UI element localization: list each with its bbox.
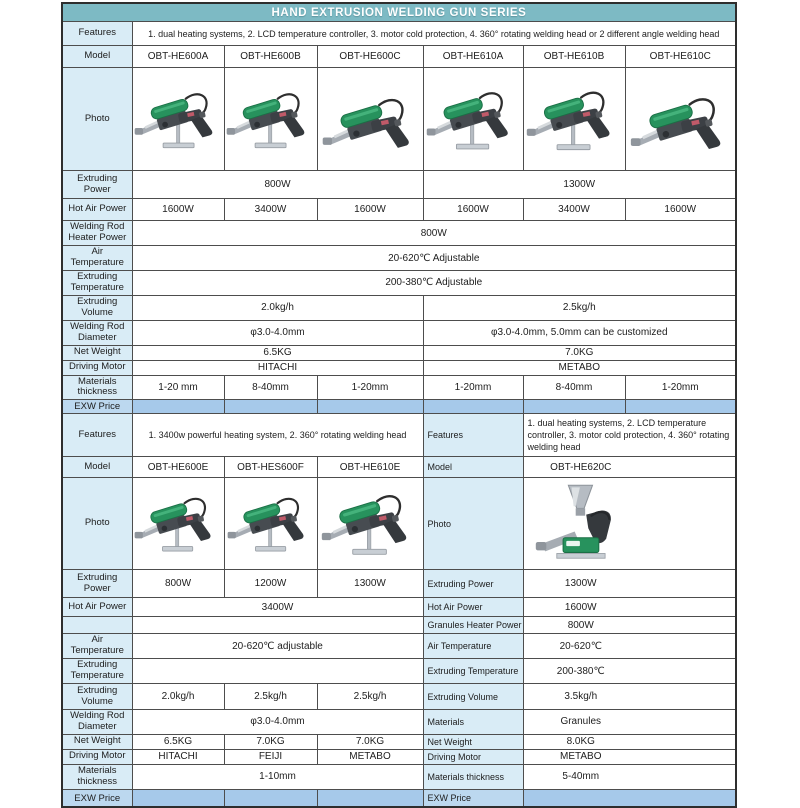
hot-air-power-row bbox=[62, 199, 736, 221]
materials-label: Materials bbox=[423, 710, 523, 735]
model-cell: OBT-HE610A bbox=[423, 46, 523, 68]
extruding-volume-label-right: Extruding Volume bbox=[423, 684, 523, 710]
extruding-temperature-label-right: Extruding Temperature bbox=[423, 659, 523, 684]
extruding-temperature-cell-right: 200-380℃ bbox=[523, 659, 736, 684]
welding-rod-heater-power-label: Welding Rod Heater Power bbox=[62, 221, 132, 246]
welding-gun-photo bbox=[525, 73, 623, 163]
product-photo bbox=[423, 68, 523, 171]
extruding-power-row bbox=[62, 171, 736, 199]
materials-thickness-label: Materials thickness bbox=[62, 764, 132, 789]
model-label: Model bbox=[62, 46, 132, 68]
product-photo bbox=[523, 68, 625, 171]
extruding-volume-cell-right: 3.5kg/h bbox=[523, 684, 736, 710]
extruding-power-cell: 800W bbox=[132, 570, 224, 598]
hot-air-power-label-right: Hot Air Power bbox=[423, 598, 523, 617]
materials-thickness-cell-right: 5-40mm bbox=[523, 764, 736, 789]
driving-motor-cell: METABO bbox=[423, 360, 736, 375]
extruding-temperature-label: Extruding Temperature bbox=[62, 271, 132, 296]
granules-heater-power-row bbox=[62, 617, 736, 634]
model-cell: OBT-HE610C bbox=[625, 46, 736, 68]
model-cell: OBT-HE600C bbox=[317, 46, 423, 68]
net-weight-label: Net Weight bbox=[62, 734, 132, 749]
air-temperature-cell-right: 20-620℃ bbox=[523, 634, 736, 659]
features-value-right: 1. dual heating systems, 2. LCD temperature controller, 3. motor cold protection, 4. 360° rotating welding head bbox=[523, 414, 736, 457]
welding-rod-diameter-cell: φ3.0-4.0mm bbox=[132, 710, 423, 735]
extruding-power-cell: 800W bbox=[132, 171, 423, 199]
net-weight-cell: 6.5KG bbox=[132, 345, 423, 360]
materials-thickness-cell: 1-20mm bbox=[423, 375, 523, 400]
extruding-power-label: Extruding Power bbox=[62, 171, 132, 199]
product-photo bbox=[625, 68, 736, 171]
welding-rod-heater-power-cell: 800W bbox=[132, 221, 736, 246]
extruding-temperature-cell: 200-380℃ Adjustable bbox=[132, 271, 736, 296]
photo-label-right: Photo bbox=[423, 478, 523, 570]
photo-label: Photo bbox=[62, 68, 132, 171]
empty-cell bbox=[132, 617, 423, 634]
air-temperature-row bbox=[62, 246, 736, 271]
welding-gun-photo bbox=[226, 480, 316, 564]
driving-motor-row-2 bbox=[62, 749, 736, 764]
materials-thickness-label: Materials thickness bbox=[62, 375, 132, 400]
exw-price-cell-right bbox=[523, 789, 736, 807]
net-weight-label-right: Net Weight bbox=[423, 734, 523, 749]
exw-price-cell bbox=[224, 789, 317, 807]
empty-cell bbox=[132, 659, 423, 684]
extruding-volume-cell: 2.5kg/h bbox=[317, 684, 423, 710]
driving-motor-label-right: Driving Motor bbox=[423, 749, 523, 764]
air-temperature-cell: 20-620℃ adjustable bbox=[132, 634, 423, 659]
hot-air-power-cell: 3400W bbox=[132, 598, 423, 617]
materials-thickness-cell: 1-10mm bbox=[132, 764, 423, 789]
exw-price-label-right: EXW Price bbox=[423, 789, 523, 807]
extruding-temperature-label: Extruding Temperature bbox=[62, 659, 132, 684]
photo-label: Photo bbox=[62, 478, 132, 570]
extruding-power-label: Extruding Power bbox=[62, 570, 132, 598]
features-label: Features bbox=[62, 22, 132, 46]
section-2 bbox=[62, 414, 736, 807]
model-cell: OBT-HE600A bbox=[132, 46, 224, 68]
welding-gun-photo bbox=[320, 480, 420, 564]
welding-rod-heater-power-row bbox=[62, 221, 736, 246]
air-temperature-cell: 20-620℃ Adjustable bbox=[132, 246, 736, 271]
model-cell: OBT-HE610E bbox=[317, 457, 423, 478]
model-cell: OBT-HE610B bbox=[523, 46, 625, 68]
net-weight-row bbox=[62, 345, 736, 360]
hot-air-power-cell: 1600W bbox=[423, 199, 523, 221]
product-photo bbox=[224, 68, 317, 171]
exw-price-cell bbox=[625, 400, 736, 414]
extruding-volume-label: Extruding Volume bbox=[62, 295, 132, 320]
exw-price-cell bbox=[523, 400, 625, 414]
empty-label bbox=[62, 617, 132, 634]
exw-price-cell bbox=[224, 400, 317, 414]
materials-thickness-row bbox=[62, 375, 736, 400]
materials-thickness-label-right: Materials thickness bbox=[423, 764, 523, 789]
hot-air-power-row-2 bbox=[62, 598, 736, 617]
granules-heater-power-label: Granules Heater Power bbox=[423, 617, 523, 634]
features-value: 1. 3400w powerful heating system, 2. 360° rotating welding head bbox=[132, 414, 423, 457]
extruding-temperature-row bbox=[62, 271, 736, 296]
hot-air-power-cell-right: 1600W bbox=[523, 598, 736, 617]
driving-motor-cell-right: METABO bbox=[523, 749, 736, 764]
product-photo bbox=[317, 478, 423, 570]
welding-gun-photo bbox=[319, 73, 421, 163]
air-temperature-label: Air Temperature bbox=[62, 246, 132, 271]
materials-thickness-cell: 1-20 mm bbox=[132, 375, 224, 400]
extruding-volume-cell: 2.5kg/h bbox=[423, 295, 736, 320]
product-photo bbox=[224, 478, 317, 570]
granules-heater-power-cell: 800W bbox=[523, 617, 736, 634]
extruding-volume-cell: 2.5kg/h bbox=[224, 684, 317, 710]
hot-air-power-cell: 1600W bbox=[132, 199, 224, 221]
air-temperature-label: Air Temperature bbox=[62, 634, 132, 659]
exw-price-cell bbox=[423, 400, 523, 414]
product-photo bbox=[132, 478, 224, 570]
hot-air-power-label: Hot Air Power bbox=[62, 199, 132, 221]
page-title: HAND EXTRUSION WELDING GUN SERIES bbox=[62, 3, 736, 22]
model-cell-right: OBT-HE620C bbox=[523, 457, 736, 478]
driving-motor-cell: HITACHI bbox=[132, 749, 224, 764]
exw-price-cell bbox=[132, 400, 224, 414]
exw-price-label: EXW Price bbox=[62, 789, 132, 807]
materials-thickness-cell: 8-40mm bbox=[224, 375, 317, 400]
spec-table bbox=[61, 2, 737, 808]
model-cell: OBT-HE600E bbox=[132, 457, 224, 478]
extruding-power-cell: 1300W bbox=[317, 570, 423, 598]
net-weight-cell: 6.5KG bbox=[132, 734, 224, 749]
driving-motor-label: Driving Motor bbox=[62, 360, 132, 375]
hot-air-power-cell: 3400W bbox=[523, 199, 625, 221]
air-temperature-row-2 bbox=[62, 634, 736, 659]
welding-rod-diameter-row-2 bbox=[62, 710, 736, 735]
extruding-volume-label: Extruding Volume bbox=[62, 684, 132, 710]
model-label-right: Model bbox=[423, 457, 523, 478]
air-temperature-label-right: Air Temperature bbox=[423, 634, 523, 659]
product-photo bbox=[523, 478, 736, 570]
materials-thickness-cell: 8-40mm bbox=[523, 375, 625, 400]
exw-price-row bbox=[62, 400, 736, 414]
extruding-volume-cell: 2.0kg/h bbox=[132, 684, 224, 710]
extruding-volume-row-2 bbox=[62, 684, 736, 710]
model-row-2 bbox=[62, 457, 736, 478]
welding-gun-with-hopper-photo bbox=[532, 480, 632, 564]
hot-air-power-label: Hot Air Power bbox=[62, 598, 132, 617]
extruding-power-row-2 bbox=[62, 570, 736, 598]
net-weight-cell: 7.0KG bbox=[224, 734, 317, 749]
exw-price-cell bbox=[317, 400, 423, 414]
welding-gun-photo bbox=[133, 480, 223, 564]
exw-price-label: EXW Price bbox=[62, 400, 132, 414]
welding-gun-photo bbox=[225, 73, 317, 163]
welding-rod-diameter-cell: φ3.0-4.0mm bbox=[132, 320, 423, 345]
extruding-power-cell: 1200W bbox=[224, 570, 317, 598]
exw-price-row-2 bbox=[62, 789, 736, 807]
extruding-volume-cell: 2.0kg/h bbox=[132, 295, 423, 320]
features-row bbox=[62, 22, 736, 46]
welding-rod-diameter-label: Welding Rod Diameter bbox=[62, 320, 132, 345]
driving-motor-cell: METABO bbox=[317, 749, 423, 764]
net-weight-cell: 7.0KG bbox=[423, 345, 736, 360]
photo-row-2 bbox=[62, 478, 736, 570]
net-weight-cell-right: 8.0KG bbox=[523, 734, 736, 749]
driving-motor-cell: HITACHI bbox=[132, 360, 423, 375]
extruding-volume-row bbox=[62, 295, 736, 320]
features-label-right: Features bbox=[423, 414, 523, 457]
title-row bbox=[62, 3, 736, 22]
features-label: Features bbox=[62, 414, 132, 457]
net-weight-cell: 7.0KG bbox=[317, 734, 423, 749]
section-1 bbox=[62, 3, 736, 414]
materials-thickness-cell: 1-20mm bbox=[317, 375, 423, 400]
product-photo bbox=[317, 68, 423, 171]
net-weight-row-2 bbox=[62, 734, 736, 749]
photo-row bbox=[62, 68, 736, 171]
model-cell: OBT-HE600B bbox=[224, 46, 317, 68]
driving-motor-cell: FEIJI bbox=[224, 749, 317, 764]
materials-thickness-cell: 1-20mm bbox=[625, 375, 736, 400]
welding-gun-photo bbox=[627, 73, 733, 163]
features-value: 1. dual heating systems, 2. LCD temperature controller, 3. motor cold protection, 4. 360° rotating welding head or 2 different angle welding head bbox=[132, 22, 736, 46]
driving-motor-label: Driving Motor bbox=[62, 749, 132, 764]
hot-air-power-cell: 1600W bbox=[625, 199, 736, 221]
exw-price-cell bbox=[317, 789, 423, 807]
materials-thickness-row-2 bbox=[62, 764, 736, 789]
model-row bbox=[62, 46, 736, 68]
hot-air-power-cell: 1600W bbox=[317, 199, 423, 221]
extruding-power-cell-right: 1300W bbox=[523, 570, 736, 598]
welding-gun-photo bbox=[133, 73, 225, 163]
model-label: Model bbox=[62, 457, 132, 478]
hot-air-power-cell: 3400W bbox=[224, 199, 317, 221]
driving-motor-row bbox=[62, 360, 736, 375]
net-weight-label: Net Weight bbox=[62, 345, 132, 360]
extruding-power-cell: 1300W bbox=[423, 171, 736, 199]
welding-rod-diameter-row bbox=[62, 320, 736, 345]
welding-gun-photo bbox=[425, 73, 521, 163]
materials-cell: Granules bbox=[523, 710, 736, 735]
extruding-power-label-right: Extruding Power bbox=[423, 570, 523, 598]
exw-price-cell bbox=[132, 789, 224, 807]
welding-rod-diameter-label: Welding Rod Diameter bbox=[62, 710, 132, 735]
product-photo bbox=[132, 68, 224, 171]
welding-rod-diameter-cell: φ3.0-4.0mm, 5.0mm can be customized bbox=[423, 320, 736, 345]
features-row-2 bbox=[62, 414, 736, 457]
model-cell: OBT-HES600F bbox=[224, 457, 317, 478]
extruding-temperature-row-2 bbox=[62, 659, 736, 684]
